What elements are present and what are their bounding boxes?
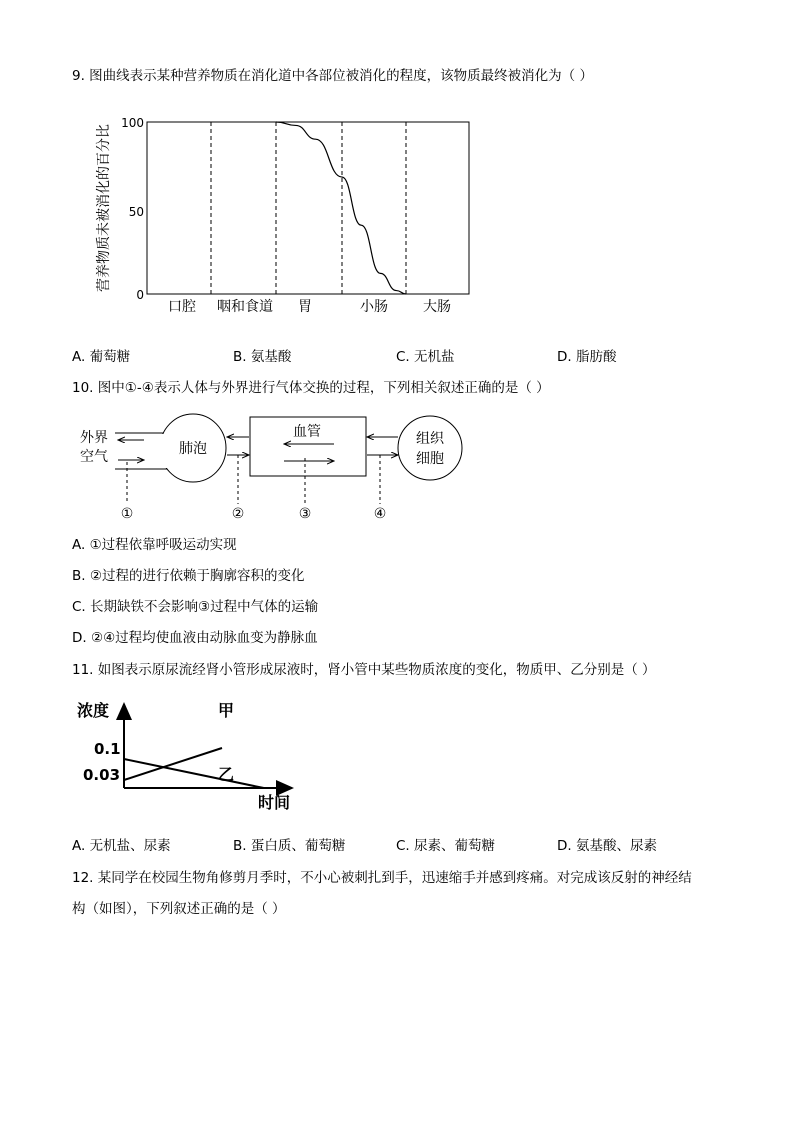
q9-ytick-100: 100 (121, 116, 144, 130)
q9-ytick-0: 0 (136, 288, 144, 302)
q9-xcat-small-intestine: 小肠 (360, 299, 388, 315)
q9-xcat-stomach: 胃 (298, 299, 312, 315)
q10-marker-3: ③ (298, 506, 312, 522)
q11-series-yi-label: 乙 (218, 765, 235, 784)
q9-stem: 9. 图曲线表示某种营养物质在消化道中各部位被消化的程度，该物质最终被消化为（ ） (72, 68, 593, 84)
q11-y-axis-label: 浓度 (77, 701, 110, 720)
q10-option-b[interactable]: B. ②过程的进行依赖于胸廓容积的变化 (72, 568, 305, 584)
q9-digestion-curve (276, 122, 406, 294)
q11-option-d[interactable]: D. 氨基酸、尿素 (557, 838, 657, 854)
q9-option-c[interactable]: C. 无机盐 (396, 349, 455, 365)
q10-stem: 10. 图中①-④表示人体与外界进行气体交换的过程，下列相关叙述正确的是（ ） (72, 380, 550, 396)
q12-stem-line-2: 构（如图），下列叙述正确的是（ ） (72, 901, 286, 917)
q10-option-d[interactable]: D. ②④过程均使血液由动脉血变为静脉血 (72, 630, 318, 646)
q9-digestion-chart (90, 108, 490, 318)
q11-x-axis-label: 时间 (258, 793, 291, 812)
q10-tissue-cells (398, 416, 462, 480)
q10-option-c[interactable]: C. 长期缺铁不会影响③过程中气体的运输 (72, 599, 319, 615)
q10-outside-label: 外界 (80, 430, 108, 446)
q10-marker-1: ① (120, 506, 134, 522)
q10-vessel-label: 血管 (293, 424, 321, 440)
q9-xcat-mouth: 口腔 (168, 299, 196, 315)
q9-plot-frame (147, 122, 469, 294)
q10-option-a[interactable]: A. ①过程依靠呼吸运动实现 (72, 537, 237, 553)
q9-y-axis-label: 营养物质未被消化的百分比 (96, 124, 112, 292)
q9-option-a[interactable]: A. 葡萄糖 (72, 349, 131, 365)
q10-marker-4: ④ (373, 506, 387, 522)
q10-tissue-label-top: 组织 (416, 431, 444, 447)
q11-ytick-0.1: 0.1 (94, 740, 121, 758)
q11-option-b[interactable]: B. 蛋白质、葡萄糖 (233, 838, 346, 854)
q10-air-label: 空气 (80, 449, 108, 465)
q11-ytick-0.03: 0.03 (83, 766, 121, 784)
q11-stem: 11. 如图表示原尿流经肾小管形成尿液时，肾小管中某些物质浓度的变化，物质甲、乙分别是（ ） (72, 662, 656, 678)
q9-ytick-50: 50 (128, 205, 144, 219)
q10-gas-exchange-diagram (72, 408, 472, 526)
q11-option-a[interactable]: A. 无机盐、尿素 (72, 838, 171, 854)
q10-tissue-label-bottom: 细胞 (416, 451, 444, 467)
q10-marker-2: ② (231, 506, 245, 522)
q9-xcat-esophagus: 咽和食道 (217, 299, 273, 315)
q11-series-jia-line (124, 748, 222, 780)
q9-xcat-large-intestine: 大肠 (423, 299, 451, 315)
q9-option-b[interactable]: B. 氨基酸 (233, 349, 292, 365)
q10-airway-mask (158, 434, 168, 468)
q11-option-c[interactable]: C. 尿素、葡萄糖 (396, 838, 496, 854)
q12-stem-line-1: 12. 某同学在校园生物角修剪月季时，不小心被刺扎到手，迅速缩手并感到疼痛。对完成该反射的神经结 (72, 870, 692, 886)
q11-series-jia-label: 甲 (218, 701, 235, 720)
q10-alveoli-label: 肺泡 (179, 441, 207, 457)
q9-option-d[interactable]: D. 脂肪酸 (557, 349, 617, 365)
q11-concentration-chart (72, 694, 312, 816)
